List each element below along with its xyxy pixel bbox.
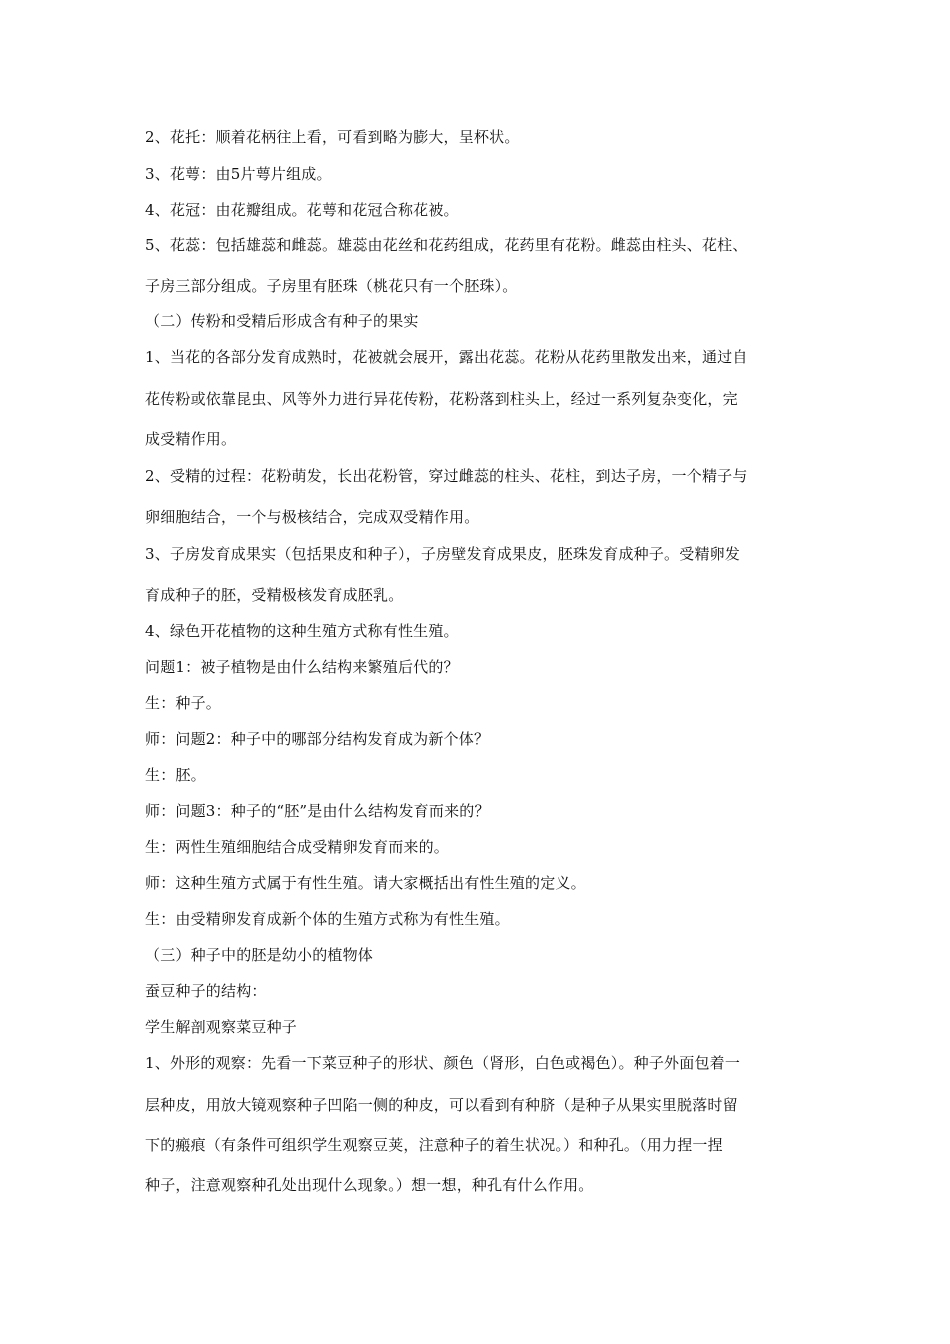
text-line: 育成种子的胚，受精极核发育成胚乳。 — [145, 586, 404, 604]
text-line: 生：胚。 — [145, 766, 206, 784]
text-line: 4、花冠：由花瓣组成。花萼和花冠合称花被。 — [145, 201, 459, 219]
text-line: 3、子房发育成果实（包括果皮和种子），子房壁发育成果皮，胚珠发育成种子。受精卵发 — [145, 545, 741, 563]
text-line: 3、花萼：由5片萼片组成。 — [145, 165, 332, 183]
text-line: 1、外形的观察：先看一下菜豆种子的形状、颜色（肾形，白色或褐色）。种子外面包着一 — [145, 1054, 741, 1072]
text-line: 下的瘢痕（有条件可组织学生观察豆荚，注意种子的着生状况。）和种孔。（用力捏一捏 — [145, 1136, 723, 1154]
section-heading: （三）种子中的胚是幼小的植物体 — [145, 946, 374, 964]
section-heading: （二）传粉和受精后形成含有种子的果实 — [145, 312, 419, 330]
text-line: 种子，注意观察种孔处出现什么现象。）想一想，种孔有什么作用。 — [145, 1176, 594, 1194]
text-line: 层种皮，用放大镜观察种子凹陷一侧的种皮，可以看到有种脐（是种子从果实里脱落时留 — [145, 1096, 738, 1114]
text-line: 师：这种生殖方式属于有性生殖。请大家概括出有性生殖的定义。 — [145, 874, 586, 892]
text-line: 生：种子。 — [145, 694, 222, 712]
text-line: 师：问题2：种子中的哪部分结构发育成为新个体？ — [145, 730, 490, 748]
text-line: 生：由受精卵发育成新个体的生殖方式称为有性生殖。 — [145, 910, 510, 928]
text-line: 2、受精的过程：花粉萌发，长出花粉管，穿过雌蕊的柱头、花柱，到达子房，一个精子与 — [145, 467, 748, 485]
text-line: 师：问题3：种子的“胚”是由什么结构发育而来的？ — [145, 802, 490, 820]
text-line: 蚕豆种子的结构： — [145, 982, 267, 1000]
text-line: 成受精作用。 — [145, 430, 237, 448]
text-line: 问题1：被子植物是由什么结构来繁殖后代的？ — [145, 658, 459, 676]
text-line: 5、花蕊：包括雄蕊和雌蕊。雄蕊由花丝和花药组成，花药里有花粉。雌蕊由柱头、花柱、 — [145, 236, 748, 254]
text-line: 4、绿色开花植物的这种生殖方式称有性生殖。 — [145, 622, 459, 640]
text-line: 卵细胞结合，一个与极核结合，完成双受精作用。 — [145, 508, 480, 526]
text-line: 2、花托：顺着花柄往上看，可看到略为膨大，呈杯状。 — [145, 128, 520, 146]
text-line: 花传粉或依靠昆虫、风等外力进行异花传粉，花粉落到柱头上，经过一系列复杂变化，完 — [145, 390, 738, 408]
text-line: 子房三部分组成。子房里有胚珠（桃花只有一个胚珠）。 — [145, 277, 518, 295]
text-line: 生：两性生殖细胞结合成受精卵发育而来的。 — [145, 838, 450, 856]
text-line: 学生解剖观察菜豆种子 — [145, 1018, 298, 1036]
text-line: 1、当花的各部分发育成熟时，花被就会展开，露出花蕊。花粉从花药里散发出来，通过自 — [145, 348, 748, 366]
